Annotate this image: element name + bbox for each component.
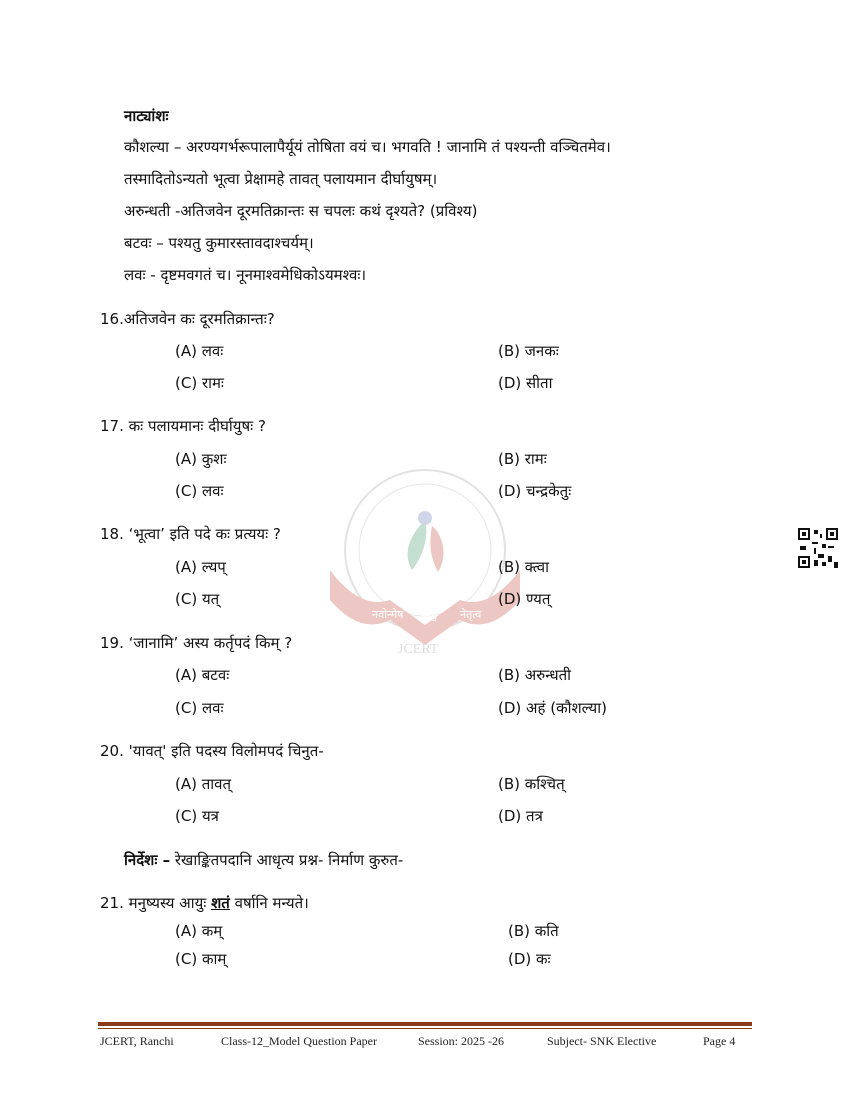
passage-line: कौशल्या – अरण्यगर्भरूपालापैर्यूयं तोषिता वयं च। भगवति ! जानामि तं पश्यन्ती वञ्चितमेव। (124, 138, 611, 156)
option-c[interactable]: (C) रामः (175, 374, 224, 392)
option-d[interactable]: (D) चन्द्रकेतुः (498, 482, 572, 500)
question-17: 17. कः पलायमानः दीर्घायुषः ? (100, 417, 266, 435)
passage-line: लवः - दृष्टमवगतं च। नूनमाश्वमेधिकोऽयमश्वः। (124, 266, 367, 284)
footer-page-number: Page 4 (703, 1034, 736, 1048)
option-a[interactable]: (A) कम् (175, 922, 223, 940)
footer-session: Session: 2025 -26 (418, 1034, 505, 1048)
watermark-word: नेतृत्व (460, 608, 482, 621)
question-19: 19. ‘जानामि’ अस्य कर्तृपदं किम् ? (100, 634, 293, 652)
question-21-text: 21. मनुष्यस्य आयुः (100, 894, 212, 912)
watermark-word: नवोन्मेष (372, 608, 404, 621)
footer-divider (98, 1022, 752, 1026)
question-20: 20. 'यावत्' इति पदस्य विलोमपदं चिनुत- (100, 742, 324, 760)
footer-paper: Class-12_Model Question Paper (221, 1034, 377, 1048)
passage-heading: नाट्यांशः (124, 107, 169, 125)
option-c[interactable]: (C) काम् (175, 950, 227, 968)
option-d[interactable]: (D) कः (508, 950, 551, 968)
footer-subject: Subject- SNK Elective (547, 1034, 657, 1048)
watermark-brand: JCERT (398, 642, 439, 657)
question-21-text: वर्षानि मन्यते। (229, 894, 309, 912)
option-d[interactable]: (D) अहं (कौशल्या) (498, 699, 607, 717)
option-c[interactable]: (C) लवः (175, 699, 224, 717)
option-c[interactable]: (C) लवः (175, 482, 224, 500)
underlined-word: शतं (211, 894, 230, 912)
question-21 (100, 893, 309, 913)
passage-line: अरुन्धती -अतिजवेन दूरमतिक्रान्तः स चपलः कथं दृश्यते? (प्रविश्य) (124, 202, 478, 220)
question-18: 18. ‘भूत्वा’ इति पदे कः प्रत्ययः ? (100, 525, 281, 543)
instruction-label: निर्देशः – (124, 851, 171, 869)
passage-line: बटवः – पश्यतु कुमारस्तावदाश्चर्यम्। (124, 234, 314, 252)
option-b[interactable]: (B) रामः (498, 450, 547, 468)
qr-code-icon (798, 528, 838, 568)
option-b[interactable]: (B) कति (508, 922, 559, 940)
instruction (124, 850, 403, 870)
option-a[interactable]: (A) लवः (175, 342, 224, 360)
option-a[interactable]: (A) कुशः (175, 450, 227, 468)
footer-org: JCERT, Ranchi (100, 1034, 174, 1048)
option-c[interactable]: (C) यत्र (175, 807, 219, 825)
option-b[interactable]: (B) क्त्वा (498, 558, 550, 576)
option-b[interactable]: (B) अरुन्धती (498, 666, 572, 684)
option-a[interactable]: (A) बटवः (175, 666, 230, 684)
footer-divider (98, 1028, 752, 1029)
option-d[interactable]: (D) सीता (498, 374, 553, 392)
watermark-word: शोध (420, 612, 438, 625)
option-d[interactable]: (D) तत्र (498, 807, 543, 825)
option-a[interactable]: (A) ल्यप् (175, 558, 226, 576)
option-d[interactable]: (D) ण्यत् (498, 590, 551, 608)
option-c[interactable]: (C) यत् (175, 590, 220, 608)
instruction-text: रेखाङ्कितपदानि आधृत्य प्रश्न- निर्माण कुरुत- (170, 851, 404, 869)
option-b[interactable]: (B) जनकः (498, 342, 559, 360)
question-16: 16.अतिजवेन कः दूरमतिक्रान्तः? (100, 310, 275, 328)
option-a[interactable]: (A) तावत् (175, 775, 232, 793)
passage-line: तस्मादितोऽन्यतो भूत्वा प्रेक्षामहे तावत् पलायमान दीर्घायुषम्। (124, 170, 438, 188)
option-b[interactable]: (B) कश्चित् (498, 775, 565, 793)
